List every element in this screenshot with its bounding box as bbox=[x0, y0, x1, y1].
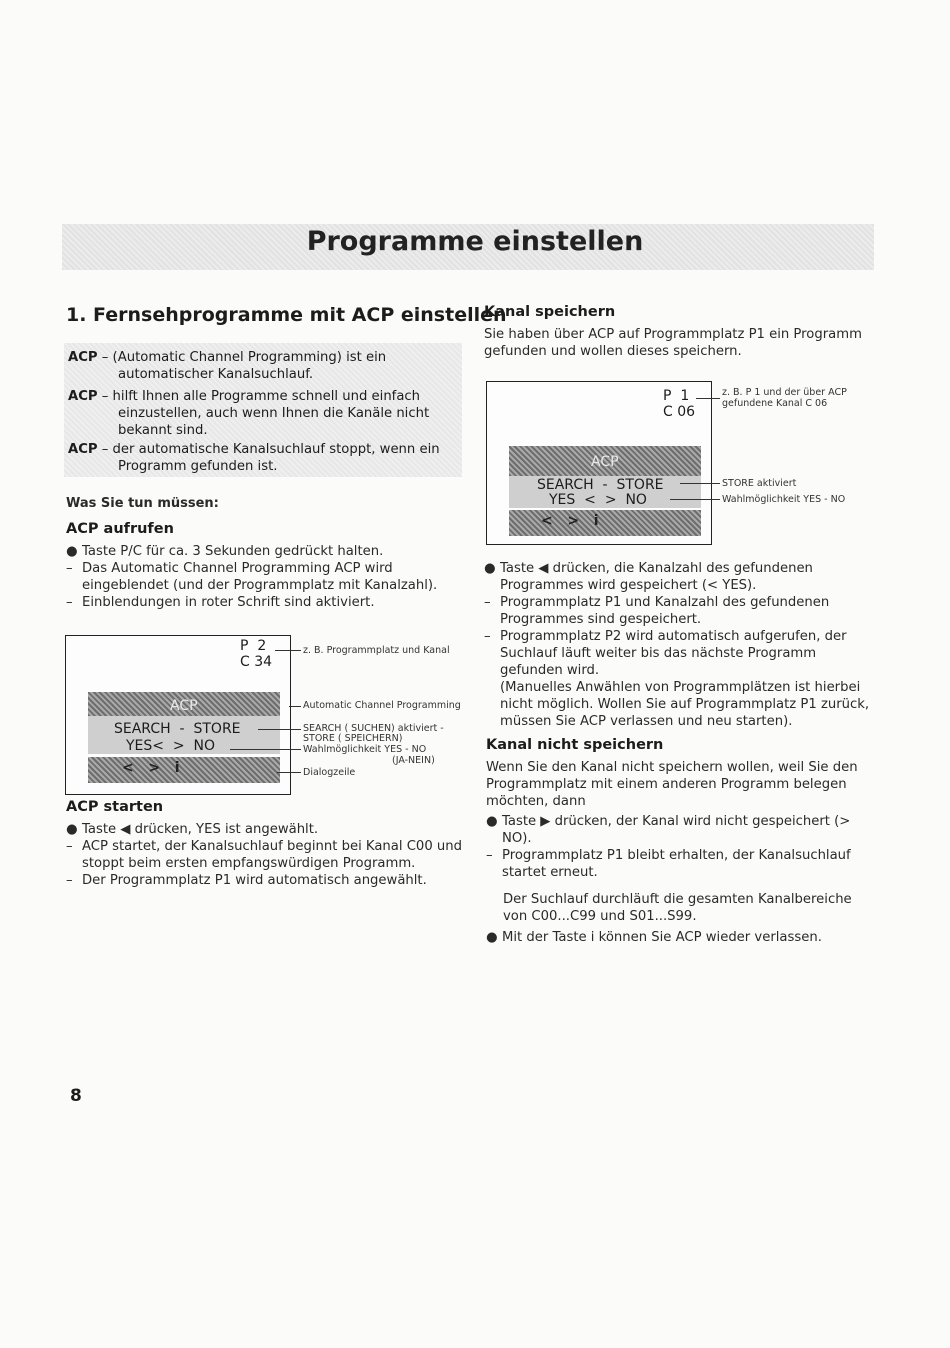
leader-line bbox=[696, 398, 720, 399]
tv-screen-right bbox=[486, 381, 712, 545]
leader-line bbox=[277, 772, 301, 773]
leader-line bbox=[670, 499, 720, 500]
list-item bbox=[484, 594, 878, 628]
list-item-text: Das Automatic Channel Programming ACP wird eingeblendet (und der Programmplatz mit Kanalzahl). bbox=[82, 561, 438, 593]
bullet-mark: ● bbox=[486, 814, 498, 829]
bullet-mark: ● bbox=[484, 561, 496, 576]
list-item bbox=[486, 929, 878, 946]
def-key: ACP bbox=[68, 389, 98, 404]
screen-dialog: < > i bbox=[541, 513, 599, 529]
list-item bbox=[486, 813, 878, 847]
list-item bbox=[66, 543, 462, 560]
def-key: ACP bbox=[68, 350, 98, 365]
section-heading: 1. Fernsehprogramme mit ACP einstellen bbox=[66, 304, 507, 326]
annotation-ja-nein: (JA-NEIN) bbox=[392, 755, 435, 766]
list-item-text: Programmplatz P2 wird automatisch aufgerufen, der Suchlauf läuft weiter bis das nächste Programm gefunden wird. bbox=[500, 629, 847, 678]
list-item-text: Programmplatz P1 bleibt erhalten, der Kanalsuchlauf startet erneut. bbox=[502, 848, 851, 880]
definition-2 bbox=[68, 388, 458, 439]
bullet-mark: – bbox=[66, 839, 73, 854]
bullet-mark: – bbox=[66, 873, 73, 888]
bullet-mark: – bbox=[486, 848, 493, 863]
aufrufen-heading: ACP aufrufen bbox=[66, 521, 174, 537]
screen-dialog: < > i bbox=[122, 760, 180, 776]
annotation-acp: Automatic Channel Programming bbox=[303, 700, 461, 711]
dialog-bar bbox=[88, 757, 280, 783]
tv-screen-left bbox=[65, 635, 291, 795]
screen-program: P 2 bbox=[240, 638, 267, 654]
screen-acp-label: ACP bbox=[591, 454, 619, 470]
suchlauf-note: Der Suchlauf durchläuft die gesamten Kanalbereiche von C00...C99 und S01...S99. bbox=[503, 892, 852, 924]
screen-yes-no: YES< > NO bbox=[126, 738, 216, 754]
annotation-wahl: Wahlmöglichkeit YES - NO bbox=[722, 494, 846, 505]
annotation-search: SEARCH ( SUCHEN) aktiviert - bbox=[303, 723, 444, 734]
list-item bbox=[66, 594, 462, 611]
screen-menu: SEARCH - STORE bbox=[114, 721, 241, 737]
screen-channel: C 06 bbox=[663, 404, 696, 420]
nicht-heading: Kanal nicht speichern bbox=[486, 737, 664, 753]
screen-channel: C 34 bbox=[240, 654, 273, 670]
speichern-heading: Kanal speichern bbox=[484, 304, 616, 320]
def-text: – hilft Ihnen alle Programme schnell und einfach einzustellen, auch wenn Ihnen die Kanäle nicht bekannt sind. bbox=[101, 389, 430, 438]
list-item bbox=[66, 838, 462, 872]
list-item-text: Taste ◀ drücken, YES ist angewählt. bbox=[82, 822, 319, 837]
list-item-text: Taste ▶ drücken, der Kanal wird nicht gespeichert (> NO). bbox=[502, 814, 851, 846]
annotation-example2: gefundene Kanal C 06 bbox=[722, 398, 828, 409]
list-item-text: Der Programmplatz P1 wird automatisch angewählt. bbox=[82, 873, 427, 888]
leader-line bbox=[275, 650, 301, 651]
def-key: ACP bbox=[68, 442, 98, 457]
annotation-example1: z. B. P 1 und der über ACP bbox=[722, 387, 847, 398]
page-title: Programme einstellen bbox=[306, 226, 644, 257]
definition-1 bbox=[68, 349, 458, 383]
leader-line bbox=[258, 729, 301, 730]
bullet-mark: ● bbox=[66, 822, 78, 837]
speichern-intro: Sie haben über ACP auf Programmplatz P1 ein Programm gefunden und wollen dieses speichern. bbox=[484, 327, 862, 359]
list-item-text: Taste ◀ drücken, die Kanalzahl des gefundenen Programmes wird gespeichert (< YES). bbox=[500, 561, 813, 593]
leader-line bbox=[680, 483, 720, 484]
page-number: 8 bbox=[70, 1086, 82, 1106]
annotation-wahl: Wahlmöglichkeit YES - NO bbox=[303, 744, 427, 755]
definition-3 bbox=[68, 441, 458, 475]
bullet-mark: – bbox=[66, 595, 73, 610]
list-item bbox=[484, 560, 878, 594]
annotation-example: z. B. Programmplatz und Kanal bbox=[303, 645, 450, 656]
bullet-mark: – bbox=[484, 629, 491, 644]
screen-acp-label: ACP bbox=[170, 698, 198, 714]
list-item-text: Programmplatz P1 und Kanalzahl des gefundenen Programmes sind gespeichert. bbox=[500, 595, 830, 627]
list-item bbox=[484, 628, 878, 679]
annotation-dialog: Dialogzeile bbox=[303, 767, 356, 778]
bullet-mark: – bbox=[484, 595, 491, 610]
list-item bbox=[486, 847, 878, 881]
list-item bbox=[484, 679, 878, 730]
leader-line bbox=[230, 749, 301, 750]
dialog-bar bbox=[509, 510, 701, 536]
screen-menu: SEARCH - STORE bbox=[537, 477, 664, 493]
annotation-store: STORE aktiviert bbox=[722, 478, 797, 489]
screen-program: P 1 bbox=[663, 388, 690, 404]
list-item-text: Taste P/C für ca. 3 Sekunden gedrückt halten. bbox=[82, 544, 384, 559]
list-item bbox=[66, 821, 462, 838]
list-item-text: Mit der Taste i können Sie ACP wieder verlassen. bbox=[502, 930, 822, 945]
bullet-mark: – bbox=[66, 561, 73, 576]
def-text: – der automatische Kanalsuchlauf stoppt, wenn ein Programm gefunden ist. bbox=[101, 442, 440, 474]
list-item-text: Einblendungen in roter Schrift sind aktiviert. bbox=[82, 595, 375, 610]
annotation-store: STORE ( SPEICHERN) bbox=[303, 733, 403, 744]
screen-yes-no: YES < > NO bbox=[549, 492, 647, 508]
def-text: – (Automatic Channel Programming) ist ein automatischer Kanalsuchlauf. bbox=[101, 350, 387, 382]
list-item-text: ACP startet, der Kanalsuchlauf beginnt bei Kanal C00 und stoppt beim ersten empfangswürdigen Programm. bbox=[82, 839, 462, 871]
bullet-mark: ● bbox=[486, 930, 498, 945]
nicht-intro: Wenn Sie den Kanal nicht speichern wollen, weil Sie den Programmplatz mit einem anderen Programm belegen möchten, dann bbox=[486, 760, 858, 809]
list-item bbox=[66, 872, 462, 889]
starten-heading: ACP starten bbox=[66, 799, 164, 815]
list-item-text: (Manuelles Anwählen von Programmplätzen ist hierbei nicht möglich. Wollen Sie auf Programmplatz P1 zurück, müssen Sie ACP verlassen und neu starten). bbox=[500, 680, 870, 729]
leader-line bbox=[289, 706, 301, 707]
was-label: Was Sie tun müssen: bbox=[66, 496, 219, 511]
list-item bbox=[66, 560, 462, 594]
bullet-mark: ● bbox=[66, 544, 78, 559]
